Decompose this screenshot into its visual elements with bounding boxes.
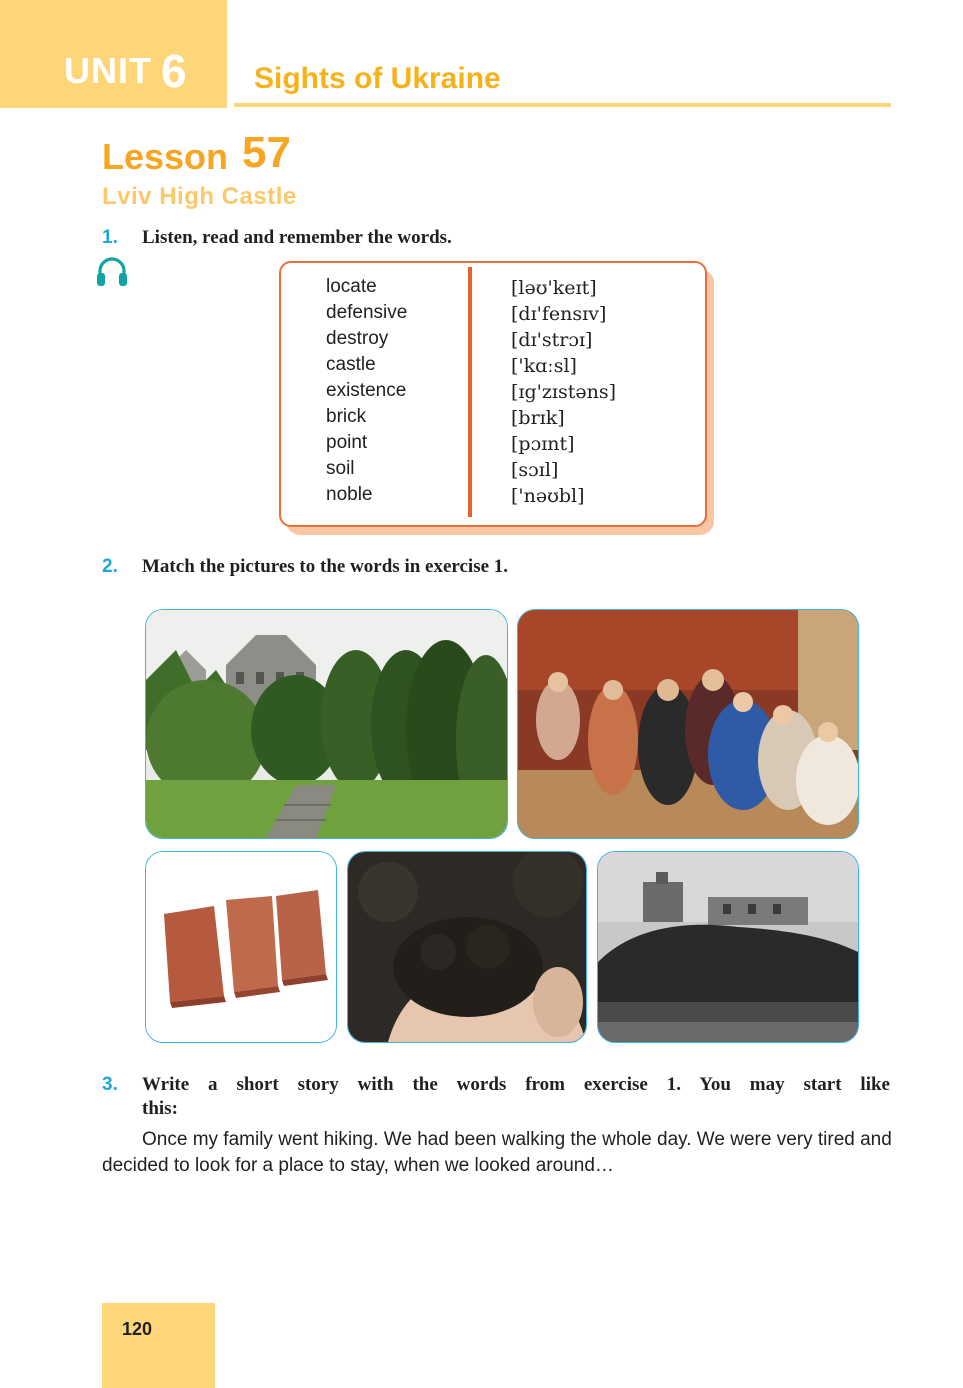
vocab-transcription: [pɔɪnt] [511,433,575,455]
vocab-transcription: ['nəʊbl] [511,485,585,507]
unit-title: Sights of Ukraine [254,62,501,95]
vocabulary-divider [468,267,472,517]
exercise-2-instruction: Match the pictures to the words in exercise 1. [142,556,509,577]
header-divider [234,103,891,107]
vocab-transcription: [dɪ'strɔɪ] [511,329,593,351]
exercise-1-instruction: Listen, read and remember the words. [142,227,452,248]
exercise-3-number: 3. [102,1074,118,1095]
vocab-word: destroy [326,328,389,349]
vocabulary-words [326,274,407,508]
vocab-word: noble [326,484,373,505]
exercise-3-instruction: Write a short story with the words from exercise 1. You may start like [142,1074,890,1095]
picture-noble-family [517,609,859,839]
vocabulary-transcriptions [511,274,616,508]
story-starter: Once my family went hiking. We had been walking the whole day. We were very tired and decided to look for a place to stay, when we looked around… [102,1129,892,1176]
vocab-transcription: [ɪg'zɪstəns] [511,381,616,403]
page-number-tab [102,1303,215,1388]
vocab-word: brick [326,406,367,427]
lesson-label: Lesson [102,136,229,177]
exercise-3-instruction-cont: this: [142,1098,178,1119]
vocab-word: defensive [326,302,408,323]
page-number: 120 [122,1319,153,1339]
picture-soil [347,851,587,1043]
exercise-1-number: 1. [102,227,118,248]
vocab-transcription: [ləʊ'keɪt] [511,277,597,299]
vocab-transcription: [brɪk] [511,407,565,429]
unit-label: UNIT [64,50,152,91]
lesson-subtitle: Lviv High Castle [102,183,297,210]
lesson-number: 57 [242,128,291,177]
vocab-word: existence [326,380,407,401]
picture-bricks [145,851,337,1043]
vocab-transcription: [dɪ'fensɪv] [511,303,607,325]
vocab-transcription: [sɔɪl] [511,459,559,481]
vocab-word: castle [326,354,376,375]
vocab-word: point [326,432,368,453]
unit-number: 6 [161,45,187,97]
exercise-2-number: 2. [102,556,118,577]
headphones-icon[interactable] [95,256,129,288]
vocab-word: locate [326,276,377,297]
vocab-transcription: ['kɑːsl] [511,355,577,377]
vocab-word: soil [326,458,355,479]
picture-ruined-castle [597,851,859,1043]
picture-castle [145,609,508,839]
